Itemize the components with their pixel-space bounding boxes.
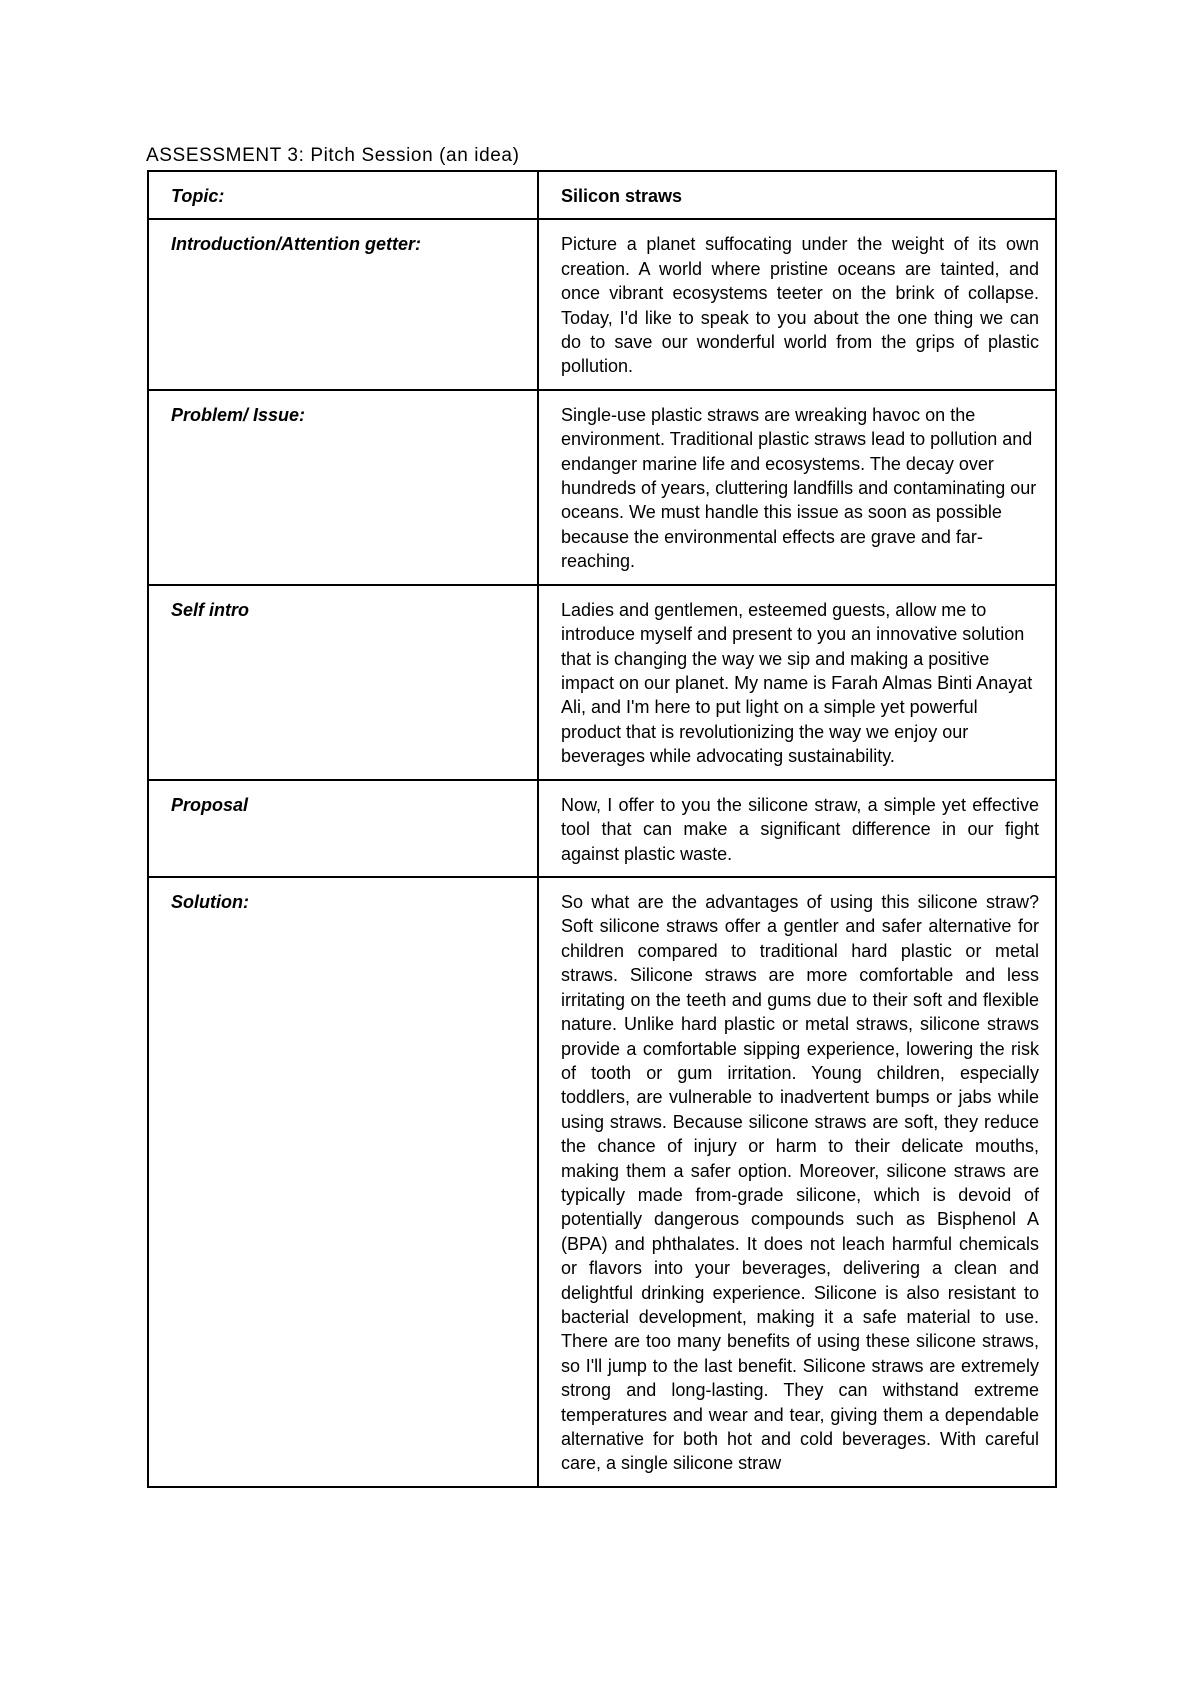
table-row-problem: [148, 390, 1056, 585]
row-value-self-intro: Ladies and gentlemen, esteemed guests, allow me to introduce myself and present to you an innovative solution that is changing the way we sip and making a positive impact on our planet. My name is Farah Almas Binti Anayat Ali, and I'm here to put light on a simple yet powerful product that is revolutionizing the way we enjoy our beverages while advocating sustainability.: [538, 585, 1056, 780]
row-value-proposal: Now, I offer to you the silicone straw, a simple yet effective tool that can make a significant difference in our fight against plastic waste.: [538, 780, 1056, 877]
table-row-self-intro: [148, 585, 1056, 780]
row-label-topic: Topic:: [171, 186, 225, 206]
row-value-introduction: Picture a planet suffocating under the weight of its own creation. A world where pristine oceans are tainted, and once vibrant ecosystems teeter on the brink of collapse. Today, I'd like to speak to you about the one thing we can do to save our wonderful world from the grips of plastic pollution.: [538, 219, 1056, 389]
row-value-solution: So what are the advantages of using this silicone straw? Soft silicone straws offer a gentler and safer alternative for children compared to traditional hard plastic or metal straws. Silicone straws are more comfortable and less irritating on the teeth and gums due to their soft and flexible nature. Unlike hard plastic or metal straws, silicone straws provide a comfortable sipping experience, lowering the risk of tooth or gum irritation. Young children, especially toddlers, are vulnerable to inadvertent bumps or jabs while using straws. Because silicone straws are soft, they reduce the chance of injury or harm to their delicate mouths, making them a safer option. Moreover, silicone straws are typically made from-grade silicone, which is devoid of potentially dangerous compounds such as Bisphenol A (BPA) and phthalates. It does not leach harmful chemicals or flavors into your beverages, delivering a clean and delightful drinking experience. Silicone is also resistant to bacterial development, making it a safe material to use. There are too many benefits of using these silicone straws, so I'll jump to the last benefit. Silicone straws are extremely strong and long-lasting. They can withstand extreme temperatures and wear and tear, giving them a dependable alternative for both hot and cold beverages. With careful care, a single silicone straw: [538, 877, 1056, 1487]
row-label-self-intro: Self intro: [171, 599, 250, 620]
row-label-proposal: Proposal: [171, 794, 249, 815]
document-title: ASSESSMENT 3: Pitch Session (an idea): [146, 145, 520, 166]
table-row-solution: [148, 877, 1056, 1487]
row-label-problem: Problem/ Issue:: [171, 404, 306, 425]
row-label-introduction: Introduction/Attention getter:: [171, 234, 421, 255]
label-cell: [148, 219, 538, 389]
label-cell: [148, 585, 538, 780]
row-label-solution: Solution:: [171, 892, 249, 913]
label-cell: [148, 390, 538, 585]
pitch-table: [147, 170, 1057, 1488]
table-row-introduction: [148, 219, 1056, 389]
table-row-topic: [148, 171, 1056, 219]
label-cell: [148, 780, 538, 877]
row-value-topic: Silicon straws: [538, 171, 1056, 219]
label-cell: [148, 877, 538, 1487]
row-value-problem: Single-use plastic straws are wreaking havoc on the environment. Traditional plastic straws lead to pollution and endanger marine life and ecosystems. The decay over hundreds of years, cluttering landfills and contaminating our oceans. We must handle this issue as soon as possible because the environmental effects are grave and far-reaching.: [538, 390, 1056, 585]
label-cell: [148, 171, 538, 219]
table-row-proposal: [148, 780, 1056, 877]
